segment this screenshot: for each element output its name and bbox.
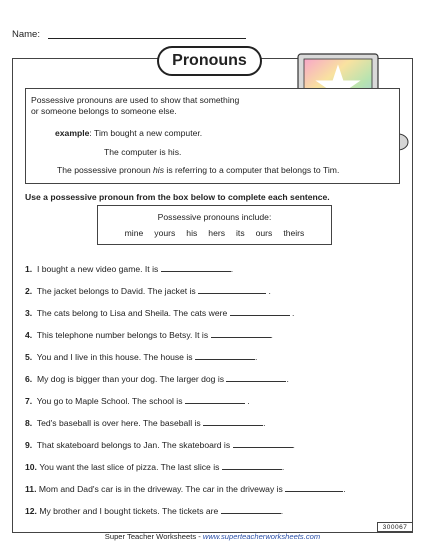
answer-blank[interactable] xyxy=(221,505,284,516)
answer-blank[interactable] xyxy=(230,307,290,316)
answer-blank[interactable] xyxy=(226,373,289,384)
question-end: . xyxy=(289,308,295,318)
question-text: My brother and I bought tickets. The tickets are xyxy=(39,506,219,516)
pronoun-list xyxy=(98,228,331,238)
footer-brand: Super Teacher Worksheets - xyxy=(104,532,203,541)
question-number: 4. xyxy=(25,330,33,340)
pronoun-item: ours xyxy=(255,228,273,238)
question-end: . xyxy=(270,330,273,340)
example-sentence: : Tim bought a new computer. xyxy=(89,128,203,138)
question-end: . xyxy=(230,264,234,274)
question-5 xyxy=(25,351,257,362)
question-8 xyxy=(25,417,265,428)
question-number: 2. xyxy=(25,286,33,296)
question-number: 7. xyxy=(25,396,33,406)
pronoun-item: hers xyxy=(208,228,226,238)
question-text: My dog is bigger than your dog. The larger dog is xyxy=(36,374,225,384)
example-followup: The computer is his. xyxy=(104,147,182,157)
question-text: You and I live in this house. The house is xyxy=(36,352,193,362)
question-end: . xyxy=(281,462,285,472)
answer-blank[interactable] xyxy=(222,461,285,472)
example-line xyxy=(55,128,202,139)
question-6 xyxy=(25,373,289,384)
question-text: The cats belong to Lisa and Sheila. The cats were xyxy=(36,308,228,318)
pronoun-item: mine xyxy=(124,228,144,238)
question-end: . xyxy=(266,286,271,296)
question-3 xyxy=(25,307,294,318)
answer-blank[interactable] xyxy=(185,395,245,404)
definition-line-2: or someone belongs to someone else. xyxy=(31,106,177,116)
question-1 xyxy=(25,263,233,274)
pronoun-item: theirs xyxy=(283,228,305,238)
info-box xyxy=(25,88,400,184)
question-7 xyxy=(25,395,250,406)
question-10 xyxy=(25,461,284,472)
name-line[interactable] xyxy=(48,38,246,39)
question-text: Mom and Dad's car is in the driveway. The car in the driveway is xyxy=(38,484,283,494)
question-number: 3. xyxy=(25,308,33,318)
pronoun-box xyxy=(97,205,332,245)
question-number: 5. xyxy=(25,352,33,362)
question-end: . xyxy=(292,440,295,450)
question-end: . xyxy=(254,352,258,362)
pronoun-box-heading: Possessive pronouns include: xyxy=(157,212,272,222)
example-label: example xyxy=(55,128,90,138)
question-9 xyxy=(25,439,295,450)
explanation-word: his xyxy=(153,165,165,175)
answer-blank[interactable] xyxy=(233,439,293,448)
definition-line-1: Possessive pronouns are used to show that something xyxy=(31,95,240,105)
question-text: Ted's baseball is over here. The baseball is xyxy=(36,418,201,428)
question-text: The jacket belongs to David. The jacket is xyxy=(36,286,196,296)
question-number: 6. xyxy=(25,374,33,384)
explanation-before: The possessive pronoun xyxy=(57,165,154,175)
question-12 xyxy=(25,505,283,516)
question-11 xyxy=(25,483,346,494)
pronoun-item: yours xyxy=(154,228,176,238)
question-text: You go to Maple School. The school is xyxy=(36,396,183,406)
page-title: Pronouns xyxy=(157,46,262,76)
answer-blank[interactable] xyxy=(211,329,271,338)
question-end: . xyxy=(286,374,289,384)
answer-blank[interactable] xyxy=(285,483,346,494)
question-end: . xyxy=(263,418,266,428)
footer xyxy=(0,532,425,541)
question-number: 12. xyxy=(25,506,37,516)
question-4 xyxy=(25,329,273,340)
answer-blank[interactable] xyxy=(195,351,258,362)
question-number: 9. xyxy=(25,440,33,450)
question-end: . xyxy=(280,506,284,516)
worksheet-code: 300067 xyxy=(377,522,413,532)
question-text: You want the last slice of pizza. The last slice is xyxy=(39,462,220,472)
answer-blank[interactable] xyxy=(203,417,266,428)
question-end: . xyxy=(343,484,346,494)
question-2 xyxy=(25,285,271,296)
question-text: That skateboard belongs to Jan. The skateboard is xyxy=(36,440,231,450)
question-end: . xyxy=(244,396,250,406)
explanation-line xyxy=(57,165,339,176)
question-number: 8. xyxy=(25,418,33,428)
footer-url[interactable]: www.superteacherworksheets.com xyxy=(202,532,321,541)
question-number: 1. xyxy=(25,264,33,274)
pronoun-item: his xyxy=(186,228,198,238)
answer-blank[interactable] xyxy=(198,285,266,294)
instructions: Use a possessive pronoun from the box below to complete each sentence. xyxy=(25,192,330,202)
question-text: This telephone number belongs to Betsy. It is xyxy=(36,330,209,340)
pronoun-item: its xyxy=(236,228,245,238)
name-label: Name: xyxy=(12,29,40,40)
question-number: 11. xyxy=(25,484,37,494)
question-text: I bought a new video game. It is xyxy=(36,264,159,274)
question-number: 10. xyxy=(25,462,37,472)
explanation-after: is referring to a computer that belongs to Tim. xyxy=(164,165,340,175)
answer-blank[interactable] xyxy=(161,263,234,274)
